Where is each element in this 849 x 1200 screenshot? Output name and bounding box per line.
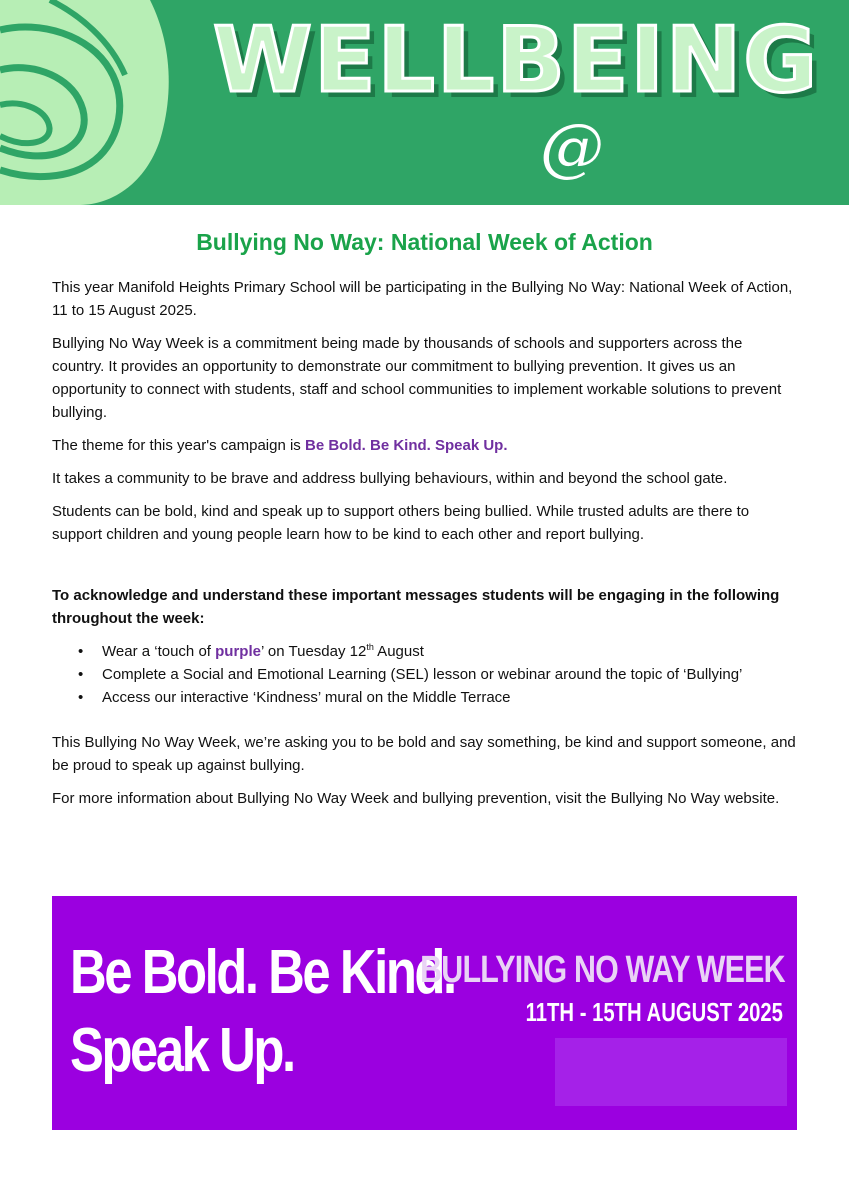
slogan-line-1: Be Bold. Be Kind. [70, 938, 455, 1007]
bullet-icon: • [78, 643, 84, 660]
paragraph-commitment: Bullying No Way Week is a commitment being made by thousands of schools and supporters across the country. It provides an opportunity to demonstrate our commitment to bullying prevention. It gives us an opportunity to connect with students, staff and school communities to implement workable solutions to prevent bullying. [52, 335, 782, 421]
paragraph-ask: This Bullying No Way Week, we’re asking you to be bold and say something, be kind and support someone, and be proud to speak up against bullying. [52, 734, 796, 774]
campaign-dates: 11TH - 15TH AUGUST 2025 [525, 997, 783, 1027]
theme-intro: The theme for this year's campaign is [52, 437, 305, 454]
campaign-banner [52, 896, 797, 1130]
item-text: August [373, 643, 424, 660]
slogan-line-2: Speak Up. [70, 1016, 294, 1085]
activities-list [52, 640, 797, 709]
activities-intro: To acknowledge and understand these important messages students will be engaging in the following throughout the week: [52, 587, 780, 627]
paragraph-theme [52, 434, 797, 457]
campaign-title: BULLYING NO WAY WEEK [420, 949, 785, 991]
item-text: Wear a ‘touch of [102, 643, 216, 660]
list-item [78, 640, 797, 663]
item-text: ’ on Tuesday 12 [260, 643, 367, 660]
article [52, 222, 797, 820]
paragraph-intro: This year Manifold Heights Primary School will be participating in the Bullying No Way: National Week of Action, 11 to 15 August 2025. [52, 279, 793, 319]
bullet-icon: • [78, 689, 84, 706]
item-text: Access our interactive ‘Kindness’ mural on the Middle Terrace [102, 689, 511, 706]
purple-word: purple [215, 643, 261, 660]
article-heading: Bullying No Way: National Week of Action [196, 229, 653, 255]
spacer [52, 556, 797, 584]
list-item [78, 686, 797, 709]
banner-subtitle: @ mano [540, 111, 775, 265]
banner-title: WELLBEING [212, 8, 820, 113]
list-item [78, 663, 797, 686]
paragraph-students: Students can be bold, kind and speak up to support others being bullied. While trusted adults are there to support children and young people learn how to be kind to each other and report bullying. [52, 503, 750, 543]
paragraph-more-info: For more information about Bullying No Way Week and bullying prevention, visit the Bullying No Way website. [52, 790, 780, 807]
paragraph-community: It takes a community to be brave and address bullying behaviours, within and beyond the school gate. [52, 470, 728, 487]
item-text: Complete a Social and Emotional Learning (SEL) lesson or webinar around the topic of ‘Bullying’ [102, 666, 743, 683]
ordinal-suffix: th [366, 642, 374, 652]
campaign-placeholder-box [555, 1038, 787, 1106]
theme-text: Be Bold. Be Kind. Speak Up. [304, 437, 508, 454]
campaign-slogan [70, 934, 455, 1090]
bullet-icon: • [78, 666, 84, 683]
